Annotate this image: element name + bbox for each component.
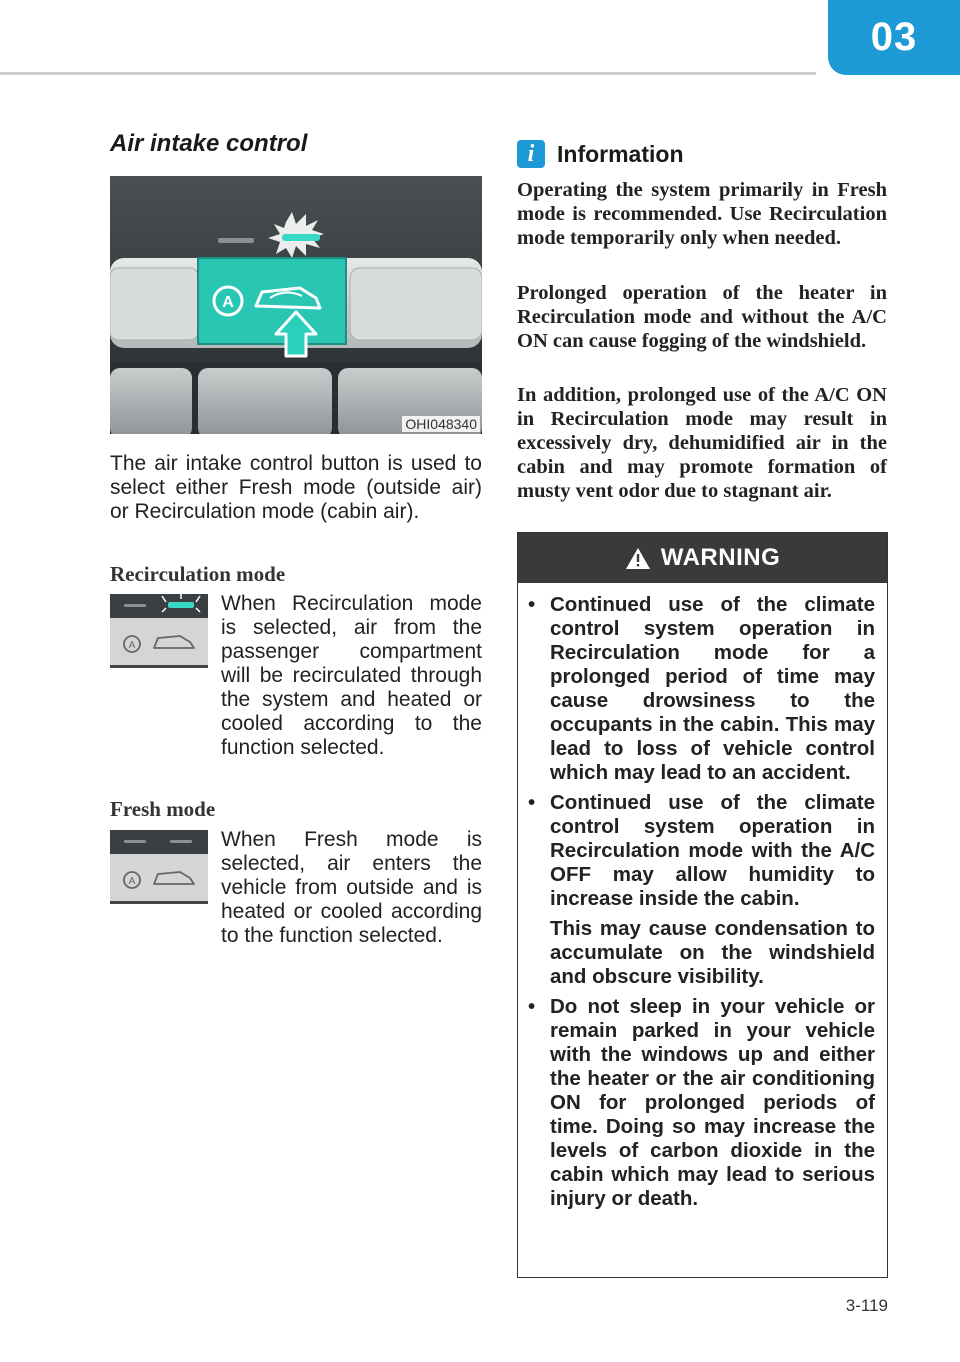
warning-item	[528, 593, 875, 785]
warning-text: Continued use of the climate control system operation in Recirculation mode for a prolonged period of time may cause drowsiness to the occupants in the cabin. This may lead to loss of vehicle control which may lead to an accident.	[550, 593, 875, 784]
bullet: •	[528, 791, 536, 814]
bullet: •	[528, 995, 536, 1018]
air-intake-button-photo	[110, 176, 482, 434]
warning-triangle-icon	[625, 547, 651, 570]
warning-text: Continued use of the climate control system operation in Recirculation mode with the A/C OFF may allow humidity to increase inside the cabin.	[550, 791, 875, 910]
information-title: Information	[557, 140, 684, 167]
svg-text:A: A	[222, 294, 234, 311]
fresh-heading: Fresh mode	[110, 797, 216, 821]
recirculation-description: When Recirculation mode is selected, air from the passenger compartment will be recirculated through the system and heated or cooled according to the function selected.	[221, 592, 482, 759]
bullet: •	[528, 593, 536, 616]
warning-text: This may cause condensation to accumulate on the windshield and obscure visibility.	[550, 917, 875, 988]
figure-code: OHI048340	[402, 416, 480, 432]
warning-list	[518, 583, 887, 1211]
chapter-tab: 03	[828, 0, 960, 75]
info-paragraph-1: Operating the system primarily in Fresh mode is recommended. Use Recirculation mode temporarily only when needed.	[517, 179, 887, 249]
warning-item	[528, 791, 875, 989]
svg-text:A: A	[128, 640, 136, 651]
warning-item	[528, 995, 875, 1211]
information-heading	[517, 140, 684, 168]
warning-text: Do not sleep in your vehicle or remain parked in your vehicle with the windows up and either the heater or the air conditioning ON for prolonged periods of time. Doing so may increase the levels of carbon dioxide in the cabin which may lead to serious injury or death.	[550, 995, 875, 1210]
recirculation-button-thumbnail	[110, 594, 208, 668]
info-paragraph-3: In addition, prolonged use of the A/C ON in Recirculation mode may result in excessively dry, dehumidified air in the cabin and may promote formation of musty vent odor due to stagnant air.	[517, 384, 887, 502]
fresh-description: When Fresh mode is selected, air enters the vehicle from outside and is heated or cooled according to the function selected.	[221, 828, 482, 947]
intro-paragraph: The air intake control button is used to select either Fresh mode (outside air) or Recirculation mode (cabin air).	[110, 452, 482, 523]
fresh-button-thumbnail	[110, 830, 208, 904]
section-title: Air intake control	[110, 130, 308, 157]
info-paragraph-2: Prolonged operation of the heater in Recirculation mode and without the A/C ON can cause fogging of the windshield.	[517, 282, 887, 352]
recirculation-heading: Recirculation mode	[110, 562, 286, 586]
svg-text:A: A	[128, 876, 136, 887]
warning-title: WARNING	[660, 544, 781, 571]
warning-box	[517, 532, 888, 1278]
header-rule	[0, 72, 816, 75]
page-number: 3-119	[845, 1296, 888, 1315]
warning-header	[518, 533, 887, 583]
info-icon: i	[517, 140, 545, 168]
